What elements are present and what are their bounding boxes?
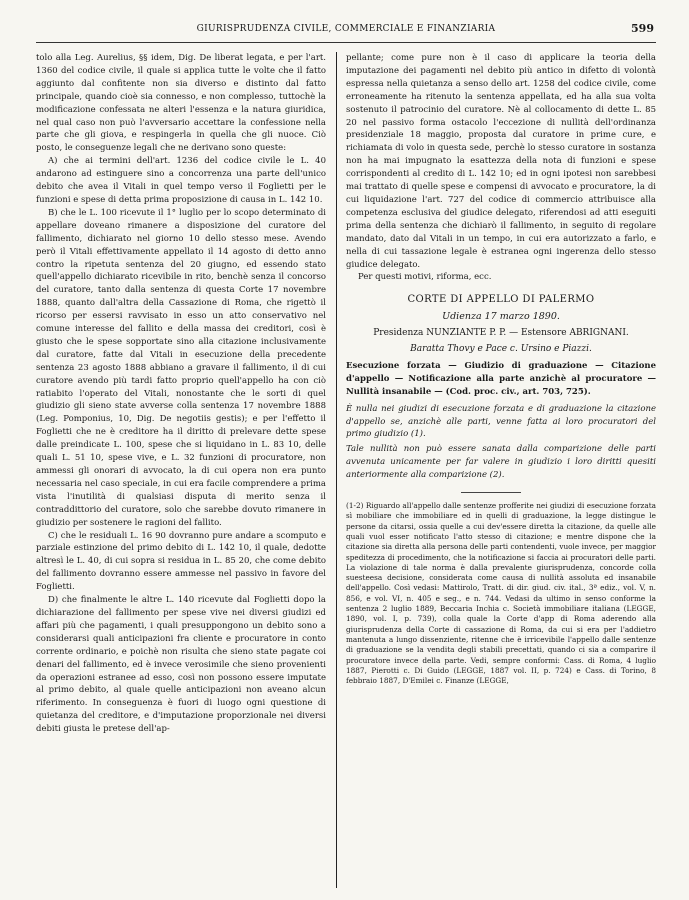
column-divider bbox=[336, 52, 337, 888]
paragraph: D) che finalmente le altre L. 140 ricevute dal Foglietti dopo la dichiarazione del fallimento per spese vive nei diversi giudizi ed affari più che pagamenti, i quali presuppongono un debito sono a considerarsi quali anticipazioni fra cliente e procuratore in conto corrente ordinario, e poichè non risulta che sieno state pagate coi denari del fallimento, ed è invece verosimile che sieno provenienti da operazioni estranee ad esso, così non possono essere imputate al primo debito, al quale quelle anticipazioni non aveano alcun riferimento. In conseguenza è fuori di luogo ogni questione di quietanza del creditore, e d'imputazione proporzionale nei diversi debiti giusta le pretese dell'ap- bbox=[36, 595, 326, 735]
court-heading: CORTE DI APPELLO DI PALERMO bbox=[407, 294, 595, 306]
footnote: (1-2) Riguardo all'appello dalle sentenze profferite nei giudizi di esecuzione forzata sì mobiliare che immobiliare ed in quelli di graduazione, la legge distingue le persone da citarsi, ossia quelle a cui dev'essere diretta la citazione, da quelle alle quali vuol esser notificato l'atto stesso di citazione; e mentre dispone che la citazione sia diretta alla persona delle parti contendenti, vuole invece, per maggior speditezza di procedimento, che la notificazione si faccia ai procuratori delle parti. La violazione di tale norma è dalla prevalente giurisprudenza, concorde colla suesteesa decisione, considerata come causa di nullità assoluta ed insanabile dell'appello. Così vedasi: Mattirolo, Tratt. di dir. giud. civ. ital., 3ª ediz., vol. V, n. 856, e vol. VI, n. 405 e seg., e n. 744. Vedasi da ultimo in senso conforme la sentenza 2 luglio 1889, Beccaria Inchia c. Società immobiliare italiana (LEGGE, 1890, vol. I, p. 739), colla quale la Corte d'app di Roma aderendo alla giurisprudenza della Corte di cassazione di Roma, da cui si era per l'addietro mantenuta a lungo dissenziente, ritenne che è irricevibile l'appello dalle sentenze di graduazione se la vendita degli stabili precettati, quando ci sia a comparire il procuratore invece della parte. Vedi, sempre conformi: Cass. di Roma, 4 luglio 1887, Pierotti c. Di Guido (LEGGE, 1887 vol. II, p. 724) e Cass. di Torino, 8 febbraio 1887, D'Emilei c. Finanze (LEGGE, bbox=[346, 501, 656, 686]
paragraph: tolo alla Leg. Aurelius, §§ idem, Dig. De liberat legata, e per l'art. 1360 del codice civile, il quale si applica tutte le volte che il fatto aggiunto dal confitente non sia diverso e distinto dal fatto principale, quando cioè sia connesso, e non complesso, tuttochè la modificazione confessata ne alteri l'essenza e la natura giuridica, nel qual caso non può l'avversario accettare la confessione nella parte che gli giova, e respingerla in quella che gli nuoce. Ciò posto, le conseguenze legali che ne derivano sono queste: bbox=[36, 53, 326, 154]
page-number: 599 bbox=[631, 22, 654, 35]
closing-line: Per questi motivi, riforma, ecc. bbox=[358, 272, 492, 283]
legal-maxim: È nulla nei giudizi di esecuzione forzata e di graduazione la citazione d'appello se, anzichè alle parti, venne fatta ai loro procuratori del primo giudizio (1). bbox=[346, 403, 656, 440]
presidency-line: Presidenza NUNZIANTE P. P. — Estensore ABRIGNANI. bbox=[373, 328, 629, 339]
footnote-separator bbox=[461, 492, 521, 493]
legal-maxim: Tale nullità non può essere sanata dalla comparizione delle parti avvenuta unicamente per far valere in giudizio i loro diritti quesiti anteriormente alla comparizione (2). bbox=[346, 444, 656, 481]
paragraph: B) che le L. 100 ricevute il 1° luglio per lo scopo determinato di appellare doveano rimanere a disposizione del curatore del fallimento, dichiarato nel giorno 10 dello stesso mese. Avendo però il Vitali effettivamente appellato il 14 agosto di detto anno contro la ripetuta sentenza del 20 giugno, ed essendo stato quell'appello dichiarato ricevibile in rito, benchè senza il concorso del curatore, tanto dalla sentenza di questa Corte 17 novembre 1888, quanto dall'altra della Cassazione di Roma, che rigettò il ricorso per essersi ravvisato in esso un atto conservativo nel comune interesse del fallito e della massa dei creditori, così è giusto che le spese sopportate sino alla citazione inclusivamente dal curatore, fatte dal Vitali in esecuzione della precedente sentenza 23 agosto 1888 abbiano a gravare il fallimento, il di cui curatore avendo più tardi fatto proprio quell'appello ha con ciò ratiabito l'operato del Vitali, nonostante che le sorti di quel giudizio gli sieno state avverse colla sentenza 17 novembre 1888 (Leg. Pomponius, 10, Dig. De negotiis gestis); e per l'effetto il Foglietti che ne è creditore ha il diritto di prelevare dette spese dalle preindicate L. 100, spese che si liquidano in L. 83 10, delle quali L. 51 10, spese vive, e L. 32 funzioni di procuratore, non ammessi gli onorari di avvocato, la di cui opera non era punto necessaria nel caso speciale, in cui era facile comprendere a prima vista l'inutilità di qualsiasi disputa di merito senza il contraddittorio del curatore, solo che sarebbe dovuto rimanere in giudizio per sostenere le ragioni del fallito. bbox=[36, 207, 326, 528]
paragraph: pellante; come pure non è il caso di applicare la teoria della imputazione dei pagamenti nel debito più antico in difetto di volontà espressa nella quietanza a senso dello art. 1258 del codice civile, come erroneamente ha ritenuto la sentenza appellata, ed ha alla sua volta sostenuto il patrocinio del curatore. Nè al collocamento di dette L. 85 20 nel passivo forma ostacolo l'eccezione di nullità dell'ordinanza presidenziale 18 maggio, proposta dal curatore in prime cure, e richiamata di volo in questa sede, perchè lo stesso curatore in sostanza non ha mai impugnato la esattezza della nota di funzioni e spese corrispondenti al credito di L. 142 10; ed in ogni ipotesi non sarebbesi mai trattato di quelle spese e compensi di avvocato e procuratore, la di cui liquidazione l'art. 727 del codice di commercio attribuisce alla competenza esclusiva del giudice delegato, riferendosi ad atti eseguiti prima della sentenza che dichiarò il fallimento, in seguito di regolare mandato, dato dal Vitali in un tempo, in cui era autorizzato a farlo, e nella di cui tassazione legale è estranea ogni ingerenza dello stesso giudice delegato. bbox=[346, 53, 656, 270]
running-header bbox=[36, 16, 656, 43]
running-title: GIURISPRUDENZA CIVILE, COMMERCIALE E FINANZIARIA bbox=[196, 24, 496, 34]
left-column bbox=[36, 52, 326, 882]
parties-line: Baratta Thovy e Pace c. Ursino e Piazzi. bbox=[410, 344, 592, 355]
paragraph: A) che ai termini dell'art. 1236 del codice civile le L. 40 andarono ad estinguere sino a concorrenza una parte dell'unico debito che avea il Vitali in quel tempo verso il Foglietti per le funzioni e spese di detta prima proposizione di causa in L. 142 10. bbox=[36, 156, 326, 205]
right-column bbox=[346, 52, 656, 882]
case-subject: Esecuzione forzata — Giudizio di graduazione — Citazione d'appello — Notificazione alla parte anzichè al procuratore — Nullità insanabile — (Cod. proc. civ., art. 703, 725). bbox=[346, 360, 656, 397]
paragraph: C) che le residuali L. 16 90 dovranno pure andare a scomputo e parziale estinzione del primo debito di L. 142 10, il quale, dedotte altresì le L. 40, di cui sopra si residua in L. 85 20, che come debito del fallimento dovranno essere ammesse nel passivo in favore del Foglietti. bbox=[36, 530, 326, 593]
hearing-date: Udienza 17 marzo 1890. bbox=[442, 311, 560, 323]
